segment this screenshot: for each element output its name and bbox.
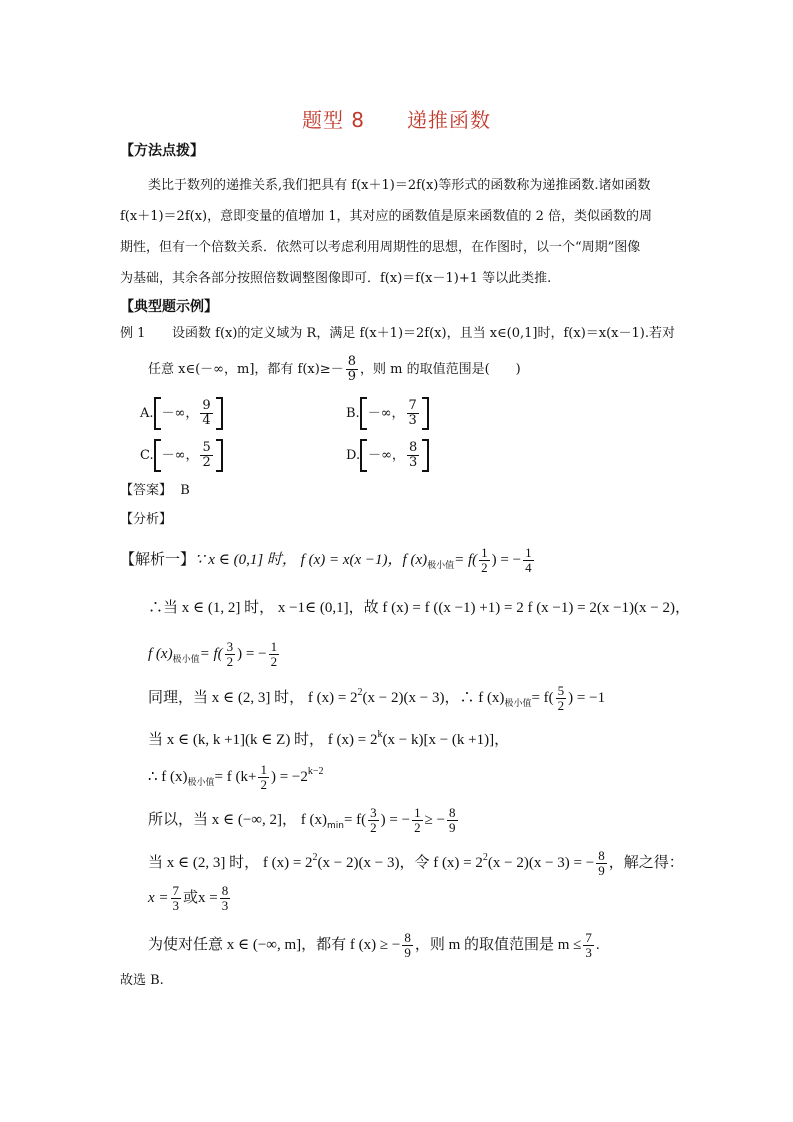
- section-example-heading: 【典型题示例】: [120, 299, 218, 315]
- stem-fraction: $\frac{8}{9}$: [347, 354, 356, 384]
- answer-line: [120, 481, 190, 501]
- solution-line-4: 同理，当 x ∈ (2, 3] 时， f $(x) = 2^2(x - 2)(x - 3)$，∴ f $(x)_{极小值}= f$( $\frac{5}{2}$ ) = −1: [148, 683, 606, 714]
- solution-line-1: 【解析一】∵ x ∈ (0,1] 时， f (x) = x(x −1)，f $(x)_{极小值}= f$( $\frac{1}{2}$ ) = − $\frac{1}{4}$: [120, 545, 532, 575]
- method-line-2: f(x＋1)＝2f(x)，意即变量的值增加 1，其对应的函数值是原来函数值的 2 倍，类似函数的周: [120, 209, 653, 224]
- option-d[interactable]: D. －∞， $\frac{8}{3}$: [346, 439, 429, 472]
- answer-label: 【答案】: [120, 483, 173, 498]
- option-c[interactable]: C. －∞， $\frac{5}{2}$: [140, 439, 223, 472]
- option-a-interval: －∞， $\frac{9}{4}$: [154, 397, 223, 430]
- option-d-interval: －∞， $\frac{8}{3}$: [360, 439, 429, 472]
- stem-text-b: ，则 m 的取值范围是( ): [359, 362, 521, 377]
- option-b-interval: －∞， $\frac{7}{3}$: [360, 397, 429, 430]
- solution-line-9: x = $\frac{7}{3}$ 或x = $\frac{8}{3}$: [148, 883, 229, 913]
- answer-value: B: [180, 483, 190, 498]
- analysis-label: 【分析】: [120, 512, 173, 527]
- section-method-heading: 【方法点拨】: [120, 143, 204, 159]
- option-c-interval: －∞， $\frac{5}{2}$: [154, 439, 223, 472]
- example-stem-line-1: 设函数 f(x)的定义域为 R，满足 f(x＋1)＝2f(x)，且当 x∈(0,1]时，f(x)＝x(x－1).若对: [172, 326, 675, 341]
- example-label: 例 1: [120, 326, 146, 341]
- page-title: 题型 8 递推函数: [301, 108, 492, 132]
- solution-head: 【解析一】: [120, 551, 196, 568]
- solution-line-6: ∴ f $(x)_{极小值}= f$ (k+ $\frac{1}{2}$ ) = $-2^{k-2}$: [148, 762, 324, 793]
- solution-line-5: 当 x ∈ (k, k +1](k ∈ Z) 时， f $(x) = 2^k(x - k)[x - (k +1)]$，: [148, 729, 510, 748]
- method-line-3: 期性，但有一个倍数关系．依然可以考虑利用周期性的思想，在作图时，以一个“周期”图像: [120, 240, 641, 255]
- solution-line-2: ∴当 x ∈ (1, 2] 时， x −1∈ (0,1]，故 f (x) = f ((x −1) +1) = 2 f (x −1) = 2(x −1)(x − 2)，: [148, 600, 691, 616]
- example-stem-line-2: [148, 355, 521, 384]
- method-line-1: 类比于数列的递推关系,我们把具有 f(x＋1)＝2f(x)等形式的函数称为递推函数.诸如函数: [148, 178, 651, 193]
- solution-line-10: 为使对任意 x ∈ (−∞, m]，都有 f (x) ≥ − $\frac{8}{9}$ ，则 m 的取值范围是 m ≤ $\frac{7}{3}$ .: [148, 930, 600, 960]
- solution-line-7: 所以，当 x ∈ (−∞, 2]， f $(x)_{min}= f$( $\frac{3}{2}$ ) = − $\frac{1}{2}$ ≥ − $\frac{8}{9}$: [148, 805, 456, 835]
- method-line-4: 为基础，其余各部分按照倍数调整图像即可．f(x)＝f(x－1)+1 等以此类推.: [120, 271, 552, 286]
- option-a[interactable]: A. －∞， $\frac{9}{4}$: [140, 397, 223, 430]
- stem-text-a: 任意 x∈(－∞，m]，都有 f(x)≥－: [148, 362, 344, 377]
- conclusion: 故选 B.: [120, 973, 164, 988]
- solution-line-8: 当 x ∈ (2, 3] 时， f $(x) = 2^2(x - 2)(x - 3)$，令 f $(x) = 2^2(x - 2)(x - 3)$ = − $\frac{8}{9}$ ，解之得：: [148, 848, 684, 879]
- option-b[interactable]: B. －∞， $\frac{7}{3}$: [346, 397, 429, 430]
- solution-line-3: f $(x)_{极小值}= f$( $\frac{3}{2}$ ) = − $\frac{1}{2}$: [148, 639, 278, 669]
